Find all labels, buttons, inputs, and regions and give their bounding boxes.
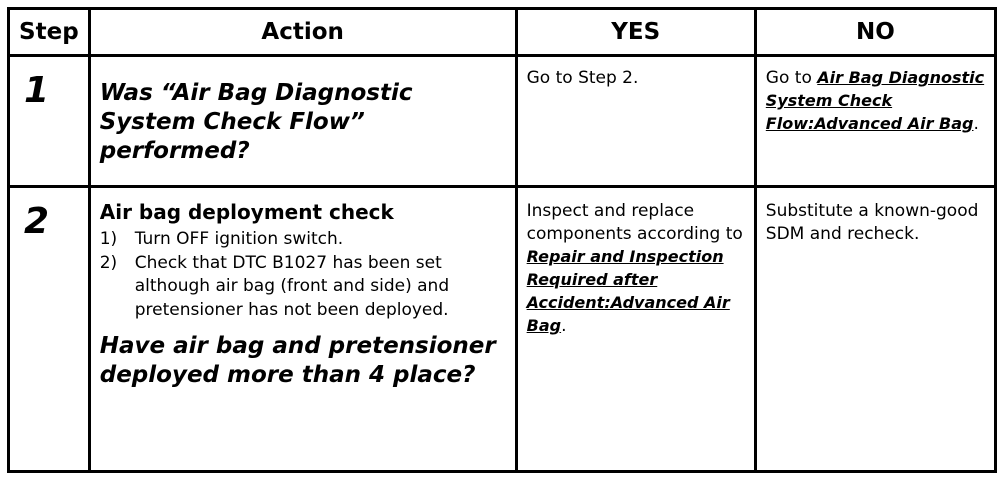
table-row [9,187,996,472]
yes-cell [516,187,755,472]
step-text: Check that DTC B1027 has been set although air bag (front and side) and pretensioner has not been deployed. [134,252,450,320]
yes-cell [516,56,755,187]
yes-text [518,188,754,338]
reference-link[interactable]: Repair and Inspection Required after Accident:Advanced Air Bag [526,247,730,335]
yes-text: Go to Step 2. [526,68,639,88]
yes-suffix: . [561,316,567,336]
action-steps [91,228,515,322]
no-text [757,57,994,136]
header-step: Step [9,9,90,56]
header-action: Action [89,9,516,56]
step-index: 1) [99,229,118,249]
action-cell [89,187,516,472]
no-suffix: . [973,114,979,134]
action-title: Air bag deployment check [99,200,394,224]
step-cell [9,187,90,472]
step-number: 1 [24,70,50,111]
action-cell [89,56,516,187]
header-no: NO [755,9,995,56]
no-text: Substitute a known-good SDM and recheck. [765,201,979,244]
no-cell [755,56,995,187]
step-number: 2 [24,201,50,242]
step-text: Turn OFF ignition switch. [134,229,344,249]
step-cell [9,56,90,187]
table-header-row [9,9,996,56]
header-yes: YES [516,9,755,56]
list-item [100,228,507,252]
action-question: Have air bag and pretensioner deployed more than 4 place? [99,333,496,388]
list-item [100,252,507,323]
action-question: Was “Air Bag Diagnostic System Check Flow” performed? [99,80,413,164]
diagnostic-table [7,7,997,473]
yes-prefix: Inspect and replace components according to [526,201,743,244]
no-cell [755,187,995,472]
no-prefix: Go to [765,68,818,88]
reference-link[interactable]: Air Bag Diagnostic System Check Flow:Advanced Air Bag [765,68,985,133]
step-index: 2) [99,252,118,273]
table-row [9,56,996,187]
